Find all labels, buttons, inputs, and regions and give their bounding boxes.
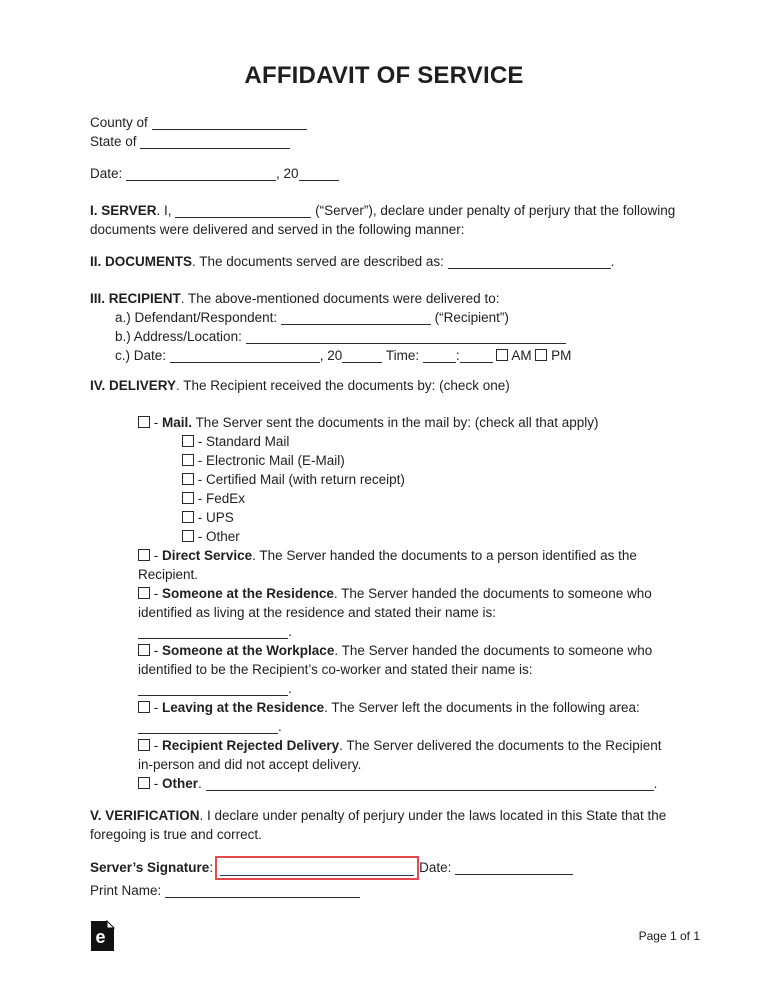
mail-option-email — [182, 451, 678, 470]
county-line — [90, 113, 678, 132]
checkbox-electronic-mail — [182, 454, 194, 466]
option-dash: - — [153, 586, 159, 601]
mail-option-label: Other — [206, 529, 240, 544]
mail-option-label: Certified Mail (with return receipt) — [206, 472, 405, 487]
recipient-heading: III. RECIPIENT — [90, 291, 181, 306]
other-delivery-label: Other — [162, 776, 199, 791]
section-recipient — [90, 289, 678, 308]
option-dash: - — [153, 738, 159, 753]
recipient-item-b — [115, 327, 678, 346]
mail-text: The Server sent the documents in the mail by: (check all that apply) — [195, 415, 599, 430]
checkbox-leaving-residence — [138, 701, 150, 713]
county-blank — [152, 115, 307, 130]
mail-dash: - — [153, 415, 159, 430]
verification-text: . I declare under penalty of perjury under the laws located in this State that the foregoing is true and correct. — [90, 808, 667, 842]
leaving-residence-label: Leaving at the Residence — [162, 700, 325, 715]
recipient-c-year-blank — [342, 348, 382, 363]
option-dash: - — [153, 643, 159, 658]
leaving-period: . — [278, 719, 282, 734]
leaving-area-blank — [138, 719, 278, 734]
section-delivery — [90, 376, 678, 395]
page-number: Page 1 of 1 — [638, 929, 700, 943]
date-year-blank — [299, 166, 339, 181]
recipient-a-tail: (“Recipient”) — [434, 310, 509, 325]
option-someone-workplace — [138, 641, 678, 698]
option-dash: - — [153, 548, 159, 563]
signature-date-blank — [455, 860, 573, 875]
checkbox-mail — [138, 416, 150, 428]
signature-line — [90, 856, 678, 881]
delivery-text: . The Recipient received the documents by: (check one) — [176, 378, 510, 393]
recipient-b-blank — [246, 329, 566, 344]
checkbox-fedex — [182, 492, 194, 504]
state-line — [90, 132, 678, 151]
state-blank — [140, 134, 290, 149]
signature-underline — [220, 875, 414, 876]
recipient-a-label: a.) Defendant/Respondent: — [115, 310, 278, 325]
checkbox-certified-mail — [182, 473, 194, 485]
state-label: State of — [90, 134, 137, 149]
leaving-residence-text: . The Server left the documents in the following area: — [324, 700, 640, 715]
direct-service-text: . The Server handed the documents to a person identified as the Recipient. — [138, 548, 637, 582]
county-label: County of — [90, 115, 148, 130]
workplace-name-blank — [138, 681, 288, 696]
option-dash: - — [197, 510, 203, 525]
option-dash: - — [197, 472, 203, 487]
checkbox-am — [496, 349, 508, 361]
print-name-blank — [165, 883, 360, 898]
option-mail — [138, 413, 678, 432]
signature-field[interactable] — [215, 856, 419, 880]
server-signature-colon: : — [209, 860, 214, 875]
mail-option-label: Standard Mail — [206, 434, 290, 449]
other-delivery-lead: . — [198, 776, 202, 791]
recipient-a-blank — [281, 310, 431, 325]
server-lead: . I, — [156, 203, 172, 218]
documents-blank — [448, 254, 611, 269]
option-dash: - — [197, 453, 203, 468]
server-name-blank — [175, 203, 311, 218]
residence-name-blank — [138, 624, 288, 639]
checkbox-rejected-delivery — [138, 739, 150, 751]
checkbox-ups — [182, 511, 194, 523]
delivery-heading: IV. DELIVERY — [90, 378, 177, 393]
other-delivery-period: . — [653, 776, 658, 791]
section-verification — [90, 806, 678, 844]
server-heading: I. SERVER — [90, 203, 157, 218]
checkbox-mail-other — [182, 530, 194, 542]
recipient-c-hour-blank — [423, 348, 456, 363]
rejected-delivery-text: . The Server delivered the documents to the Recipient in-person and did not accept delivery. — [138, 738, 662, 772]
option-other-delivery — [138, 774, 678, 793]
recipient-c-year-prefix: , 20 — [319, 348, 343, 363]
documents-heading: II. DOCUMENTS — [90, 254, 193, 269]
recipient-text: . The above-mentioned documents were delivered to: — [180, 291, 500, 306]
someone-residence-label: Someone at the Residence — [162, 586, 334, 601]
delivery-options-block — [90, 413, 678, 793]
eforms-logo-icon — [90, 920, 115, 952]
recipient-c-time-colon: : — [455, 348, 460, 363]
rejected-delivery-label: Recipient Rejected Delivery — [162, 738, 340, 753]
option-dash: - — [197, 434, 203, 449]
direct-service-label: Direct Service — [162, 548, 253, 563]
checkbox-direct-service — [138, 549, 150, 561]
recipient-item-c — [115, 346, 678, 365]
mail-label: Mail. — [162, 415, 193, 430]
am-label: AM — [511, 348, 532, 363]
signature-date-label: Date: — [419, 860, 452, 875]
mail-option-other — [182, 527, 678, 546]
option-direct-service — [138, 546, 678, 584]
print-name-label: Print Name: — [90, 883, 162, 898]
checkbox-pm — [535, 349, 547, 361]
someone-residence-text: . The Server handed the documents to someone who identified as living at the residence and stated their name is: — [138, 586, 652, 620]
mail-option-ups — [182, 508, 678, 527]
option-dash: - — [197, 491, 203, 506]
verification-heading: V. VERIFICATION — [90, 808, 200, 823]
option-rejected-delivery — [138, 736, 678, 774]
recipient-c-label: c.) Date: — [115, 348, 167, 363]
checkbox-someone-workplace — [138, 644, 150, 656]
option-leaving-residence — [138, 698, 678, 736]
pm-label: PM — [551, 348, 572, 363]
option-dash: - — [197, 529, 203, 544]
page-footer — [90, 920, 700, 952]
page-title: AFFIDAVIT OF SERVICE — [244, 62, 524, 89]
server-text: (“Server”), declare under penalty of perjury that the following documents were delivered and served in the following manner: — [90, 203, 676, 237]
recipient-c-time-label: Time: — [385, 348, 420, 363]
mail-option-label: UPS — [206, 510, 234, 525]
recipient-c-minute-blank — [460, 348, 493, 363]
print-name-line — [90, 881, 678, 900]
option-someone-residence — [138, 584, 678, 641]
recipient-item-a — [115, 308, 678, 327]
mail-option-label: FedEx — [206, 491, 246, 506]
checkbox-other-delivery — [138, 777, 150, 789]
documents-text: . The documents served are described as: — [192, 254, 444, 269]
date-label: Date: — [90, 166, 123, 181]
mail-option-fedex — [182, 489, 678, 508]
mail-option-label: Electronic Mail (E-Mail) — [206, 453, 345, 468]
mail-option-certified — [182, 470, 678, 489]
workplace-period: . — [288, 681, 292, 696]
recipient-b-label: b.) Address/Location: — [115, 329, 242, 344]
date-year-prefix: , 20 — [276, 166, 299, 181]
section-documents — [90, 252, 678, 271]
eforms-logo-letter: e — [95, 927, 106, 947]
someone-workplace-label: Someone at the Workplace — [162, 643, 335, 658]
option-dash: - — [153, 776, 159, 791]
checkbox-standard-mail — [182, 435, 194, 447]
date-line — [90, 164, 678, 183]
date-blank — [126, 166, 276, 181]
mail-option-standard — [182, 432, 678, 451]
other-delivery-blank — [206, 776, 654, 791]
documents-period: . — [610, 254, 615, 269]
checkbox-someone-residence — [138, 587, 150, 599]
server-signature-label: Server’s Signature — [90, 860, 210, 875]
section-server — [90, 201, 678, 239]
residence-period: . — [288, 624, 292, 639]
recipient-c-date-blank — [170, 348, 320, 363]
option-dash: - — [153, 700, 159, 715]
someone-workplace-text: . The Server handed the documents to someone who identified to be the Recipient’s co-worker and stated their name is: — [138, 643, 653, 677]
